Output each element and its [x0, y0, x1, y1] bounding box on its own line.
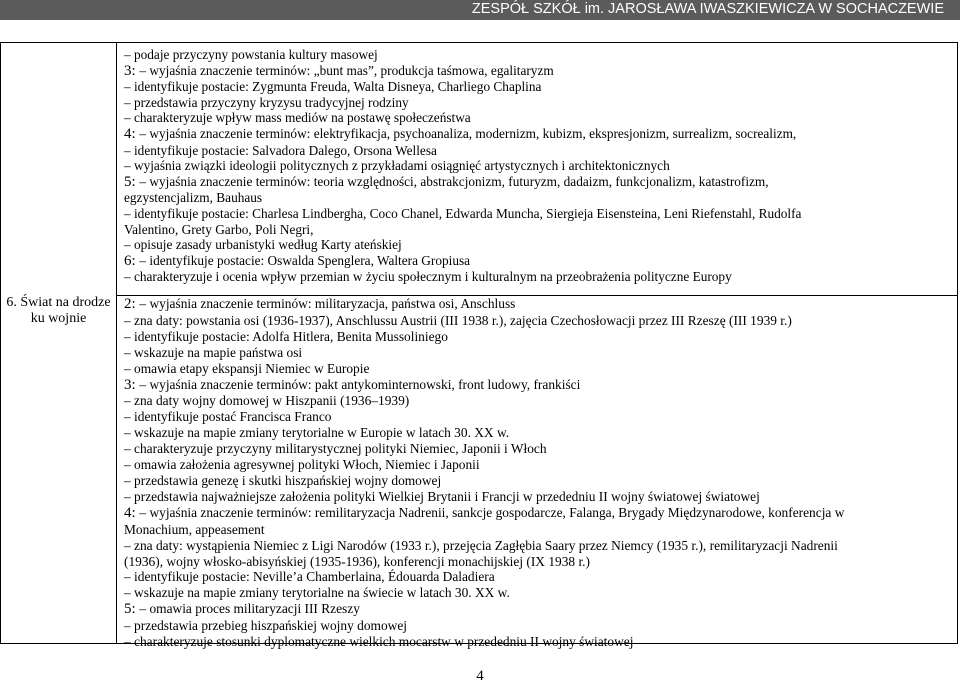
requirement-line [124, 618, 950, 634]
requirement-text: – identyfikuje postać Francisca Franco [124, 409, 332, 425]
requirement-line [124, 505, 950, 522]
lower-requirements-list [124, 296, 950, 650]
requirement-text: – identyfikuje postacie: Zygmunta Freuda, Walta Disneya, Charliego Chaplina [124, 79, 542, 95]
requirement-line [124, 585, 950, 601]
section-column [0, 43, 117, 643]
requirement-text: – wyjaśnia znaczenie terminów: pakt antykominternowski, front ludowy, frankiści [139, 376, 581, 392]
requirement-text: – zna daty wojny domowej w Hiszpanii (1936–1939) [124, 393, 410, 409]
school-header-title: ZESPÓŁ SZKÓŁ im. JAROSŁAWA IWASZKIEWICZA W SOCHACZEWIE [471, 1, 944, 17]
requirement-line [124, 174, 950, 191]
grade-level-label: 5: [124, 601, 140, 618]
requirement-line [124, 237, 950, 253]
requirement-text: – charakteryzuje wpływ mass mediów na postawę społeczeństwa [124, 110, 471, 126]
requirement-line [124, 47, 950, 63]
requirement-text: – charakteryzuje stosunki dyplomatyczne wielkich mocarstw w przededniu II wojny światowej [124, 634, 634, 650]
requirement-line [124, 377, 950, 394]
requirement-text: – przedstawia przebieg hiszpańskiej wojny domowej [124, 618, 407, 634]
requirement-text: – zna daty: powstania osi (1936-1937), Anschlussu Austrii (III 1938 r.), zajęcia Czechosłowacji przez III Rzeszę (III 1939 r.) [124, 312, 792, 328]
grade-level-label: 5: [124, 173, 140, 190]
requirement-text: egzystencjalizm, Bauhaus [124, 190, 263, 206]
requirement-line [124, 222, 950, 238]
page-number: 4 [476, 668, 484, 684]
grade-level-label: 6: [124, 252, 140, 269]
requirement-line [124, 79, 950, 95]
requirement-text: – omawia założenia agresywnej polityki Włoch, Niemiec i Japonii [124, 457, 480, 473]
requirement-text: – podaje przyczyny powstania kultury masowej [124, 47, 378, 62]
requirement-line [124, 190, 950, 206]
requirement-text: – identyfikuje postacie: Adolfa Hitlera, Benita Mussoliniego [124, 328, 448, 344]
requirement-line [124, 554, 950, 570]
requirement-text: – omawia etapy ekspansji Niemiec w Europie [124, 360, 370, 376]
requirement-line [124, 473, 950, 489]
grade-level-label: 4: [124, 125, 140, 142]
requirement-text: – identyfikuje postacie: Charlesa Lindbergha, Coco Chanel, Edwarda Muncha, Siergieja Eisensteina, Leni Riefenstahl, Rudolfa [124, 205, 802, 221]
section-label: 6. Świat na drodze ku wojnie [6, 295, 111, 326]
requirement-line [124, 409, 950, 425]
requirement-text: – identyfikuje postacie: Oswalda Spenglera, Waltera Gropiusa [139, 252, 471, 268]
requirement-line [124, 63, 950, 80]
requirement-text: – omawia proces militaryzacji III Rzeszy [139, 601, 360, 617]
upper-requirements-list [124, 47, 950, 285]
requirement-text: – przedstawia genezę i skutki hiszpańskiej wojny domowej [124, 472, 442, 488]
requirement-line [124, 313, 950, 329]
requirement-line [124, 634, 950, 650]
requirement-line [124, 143, 950, 159]
requirement-text: – wyjaśnia znaczenie terminów: „bunt mas”, produkcja taśmowa, egalitaryzm [139, 62, 554, 78]
requirement-line [124, 361, 950, 377]
grade-level-label: 3: [124, 62, 140, 79]
requirement-line [124, 158, 950, 174]
requirement-text: – przedstawia najważniejsze założenia polityki Wielkiej Brytanii i Francji w przededniu II wojny światowej światowej [124, 488, 760, 504]
requirement-line [124, 95, 950, 111]
requirement-line [124, 126, 950, 143]
requirement-text: – wyjaśnia znaczenie terminów: remilitaryzacja Nadrenii, sankcje gospodarcze, Falanga, Brygady Międzynarodowe, konferencja w [139, 504, 845, 520]
grade-level-label: 4: [124, 504, 140, 521]
requirement-text: – wskazuje na mapie zmiany terytorialne w Europie w latach 30. XX w. [124, 425, 510, 441]
requirement-text: – przedstawia przyczyny kryzysu tradycyjnej rodziny [124, 94, 409, 110]
requirement-line [124, 393, 950, 409]
requirement-line [124, 110, 950, 126]
requirement-text: – identyfikuje postacie: Neville’a Chamberlaina, Édouarda Daladiera [124, 569, 495, 585]
curriculum-table [0, 42, 958, 650]
requirement-line [124, 522, 950, 538]
requirement-line [124, 296, 950, 313]
requirement-text: Monachium, appeasement [124, 521, 265, 537]
requirement-line [124, 441, 950, 457]
requirement-text: – wyjaśnia znaczenie terminów: militaryzacja, państwa osi, Anschluss [139, 296, 516, 311]
requirement-text: – wyjaśnia związki ideologii politycznych z przykładami osiągnięć artystycznych i architektonicznych [124, 158, 670, 174]
header-bar [0, 0, 960, 20]
requirement-text: – wskazuje na mapie państwa osi [124, 344, 303, 360]
requirement-text: Valentino, Grety Garbo, Poli Negri, [124, 221, 314, 237]
requirement-line [124, 489, 950, 505]
requirement-text: – wyjaśnia znaczenie terminów: elektryfikacja, psychoanaliza, modernizm, kubizm, ekspresjonizm, surrealizm, socrealizm, [139, 125, 797, 141]
requirement-text: – wskazuje na mapie zmiany terytorialne na świecie w latach 30. XX w. [124, 585, 510, 601]
requirement-line [124, 253, 950, 270]
requirement-line [124, 425, 950, 441]
requirement-text: – charakteryzuje przyczyny militarystycznej polityki Niemiec, Japonii i Włoch [124, 441, 547, 457]
requirement-text: – wyjaśnia znaczenie terminów: teoria względności, abstrakcjonizm, futuryzm, dadaizm, funkcjonalizm, katastrofizm, [139, 173, 769, 189]
grade-level-label: 3: [124, 376, 140, 393]
requirement-line [124, 538, 950, 554]
requirement-text: – charakteryzuje i ocenia wpływ przemian w życiu społecznym i kulturalnym na przeobrażenia polityczne Europy [124, 269, 732, 285]
requirement-text: – zna daty: wystąpienia Niemiec z Ligi Narodów (1933 r.), przejęcia Zagłębia Saary przez Niemcy (1935 r.), remilitaryzacji Nadrenii [124, 537, 838, 553]
requirement-text: – opisuje zasady urbanistyki według Karty ateńskiej [124, 237, 402, 253]
requirement-line [124, 269, 950, 285]
table-right-border [957, 43, 958, 643]
requirement-text: (1936), wojny włosko-abisyńskiej (1935-1936), konferencji monachijskiej (IX 1938 r.) [124, 553, 590, 569]
requirement-text: – identyfikuje postacie: Salvadora Dalego, Orsona Wellesa [124, 142, 437, 158]
requirement-line [124, 601, 950, 618]
grade-level-label: 2: [124, 296, 140, 312]
requirement-line [124, 569, 950, 585]
requirement-line [124, 457, 950, 473]
requirement-line [124, 345, 950, 361]
requirement-line [124, 329, 950, 345]
requirement-line [124, 206, 950, 222]
